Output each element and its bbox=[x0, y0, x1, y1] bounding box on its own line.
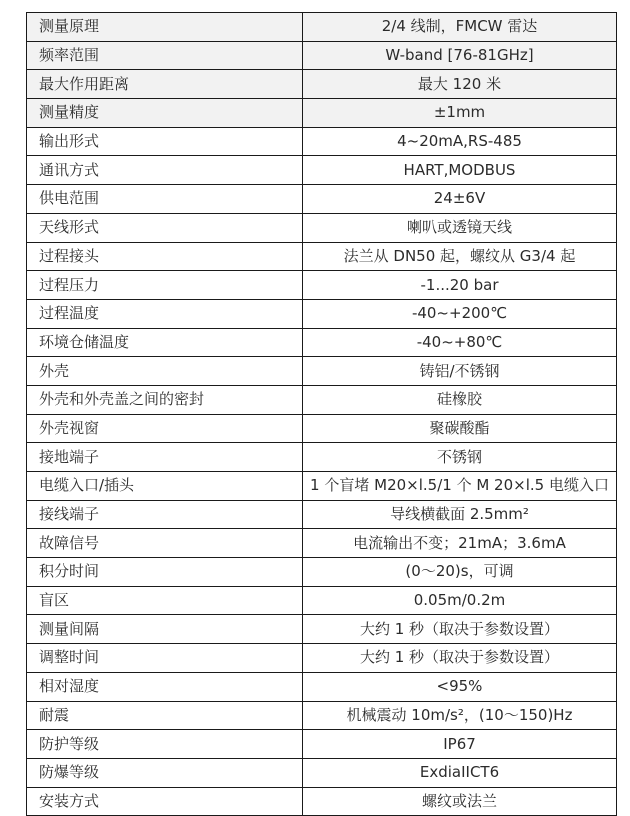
param-cell: 防护等级 bbox=[27, 730, 303, 759]
table-row bbox=[27, 328, 617, 357]
param-cell: 天线形式 bbox=[27, 213, 303, 242]
table-row bbox=[27, 41, 617, 70]
value-cell: -40~+200℃ bbox=[303, 299, 617, 328]
table-row bbox=[27, 472, 617, 501]
param-cell: 过程接头 bbox=[27, 242, 303, 271]
param-cell: 过程压力 bbox=[27, 271, 303, 300]
table-row bbox=[27, 156, 617, 185]
value-cell: 铸铝/不锈钢 bbox=[303, 357, 617, 386]
param-cell: 测量间隔 bbox=[27, 615, 303, 644]
table-row bbox=[27, 242, 617, 271]
param-cell: 环境仓储温度 bbox=[27, 328, 303, 357]
table-row bbox=[27, 357, 617, 386]
table-row bbox=[27, 414, 617, 443]
param-cell: 相对湿度 bbox=[27, 672, 303, 701]
value-cell: 法兰从 DN50 起，螺纹从 G3/4 起 bbox=[303, 242, 617, 271]
param-cell: 过程温度 bbox=[27, 299, 303, 328]
param-cell: 接地端子 bbox=[27, 443, 303, 472]
value-cell: 最大 120 米 bbox=[303, 70, 617, 99]
param-cell: 防爆等级 bbox=[27, 758, 303, 787]
value-cell: 聚碳酸酯 bbox=[303, 414, 617, 443]
value-cell: 24±6V bbox=[303, 185, 617, 214]
table-row bbox=[27, 70, 617, 99]
value-cell: 2/4 线制，FMCW 雷达 bbox=[303, 13, 617, 42]
table-row bbox=[27, 385, 617, 414]
spec-table bbox=[26, 12, 617, 816]
value-cell: -1...20 bar bbox=[303, 271, 617, 300]
table-row bbox=[27, 787, 617, 816]
param-cell: 盲区 bbox=[27, 586, 303, 615]
value-cell: -40~+80℃ bbox=[303, 328, 617, 357]
param-cell: 输出形式 bbox=[27, 127, 303, 156]
param-cell: 积分时间 bbox=[27, 558, 303, 587]
value-cell: <95% bbox=[303, 672, 617, 701]
table-row bbox=[27, 271, 617, 300]
table-row bbox=[27, 127, 617, 156]
value-cell: 0.05m/0.2m bbox=[303, 586, 617, 615]
value-cell: 不锈钢 bbox=[303, 443, 617, 472]
param-cell: 测量精度 bbox=[27, 99, 303, 128]
table-row bbox=[27, 529, 617, 558]
value-cell: 螺纹或法兰 bbox=[303, 787, 617, 816]
table-row bbox=[27, 730, 617, 759]
value-cell: 1 个盲堵 M20×l.5/1 个 M 20×l.5 电缆入口 bbox=[303, 472, 617, 501]
value-cell: ExdiaIICT6 bbox=[303, 758, 617, 787]
param-cell: 调整时间 bbox=[27, 644, 303, 673]
spec-table-body bbox=[27, 13, 617, 816]
value-cell: (0～20)s，可调 bbox=[303, 558, 617, 587]
param-cell: 供电范围 bbox=[27, 185, 303, 214]
table-row bbox=[27, 615, 617, 644]
param-cell: 外壳和外壳盖之间的密封 bbox=[27, 385, 303, 414]
value-cell: W-band [76-81GHz] bbox=[303, 41, 617, 70]
value-cell: 机械震动 10m/s²，(10～150)Hz bbox=[303, 701, 617, 730]
table-row bbox=[27, 500, 617, 529]
param-cell: 接线端子 bbox=[27, 500, 303, 529]
param-cell: 安装方式 bbox=[27, 787, 303, 816]
value-cell: IP67 bbox=[303, 730, 617, 759]
table-row bbox=[27, 644, 617, 673]
table-row bbox=[27, 672, 617, 701]
value-cell: 硅橡胶 bbox=[303, 385, 617, 414]
value-cell: 大约 1 秒（取决于参数设置） bbox=[303, 644, 617, 673]
value-cell: 电流输出不变；21mA；3.6mA bbox=[303, 529, 617, 558]
param-cell: 测量原理 bbox=[27, 13, 303, 42]
value-cell: 喇叭或透镜天线 bbox=[303, 213, 617, 242]
table-row bbox=[27, 701, 617, 730]
param-cell: 外壳 bbox=[27, 357, 303, 386]
value-cell: ±1mm bbox=[303, 99, 617, 128]
value-cell: HART,MODBUS bbox=[303, 156, 617, 185]
param-cell: 通讯方式 bbox=[27, 156, 303, 185]
table-row bbox=[27, 558, 617, 587]
table-row bbox=[27, 99, 617, 128]
value-cell: 导线横截面 2.5mm² bbox=[303, 500, 617, 529]
table-row bbox=[27, 185, 617, 214]
table-row bbox=[27, 13, 617, 42]
table-row bbox=[27, 299, 617, 328]
value-cell: 4~20mA,RS-485 bbox=[303, 127, 617, 156]
table-row bbox=[27, 443, 617, 472]
param-cell: 电缆入口/插头 bbox=[27, 472, 303, 501]
param-cell: 最大作用距离 bbox=[27, 70, 303, 99]
param-cell: 频率范围 bbox=[27, 41, 303, 70]
table-row bbox=[27, 758, 617, 787]
table-row bbox=[27, 586, 617, 615]
table-row bbox=[27, 213, 617, 242]
param-cell: 故障信号 bbox=[27, 529, 303, 558]
value-cell: 大约 1 秒（取决于参数设置） bbox=[303, 615, 617, 644]
param-cell: 耐震 bbox=[27, 701, 303, 730]
param-cell: 外壳视窗 bbox=[27, 414, 303, 443]
